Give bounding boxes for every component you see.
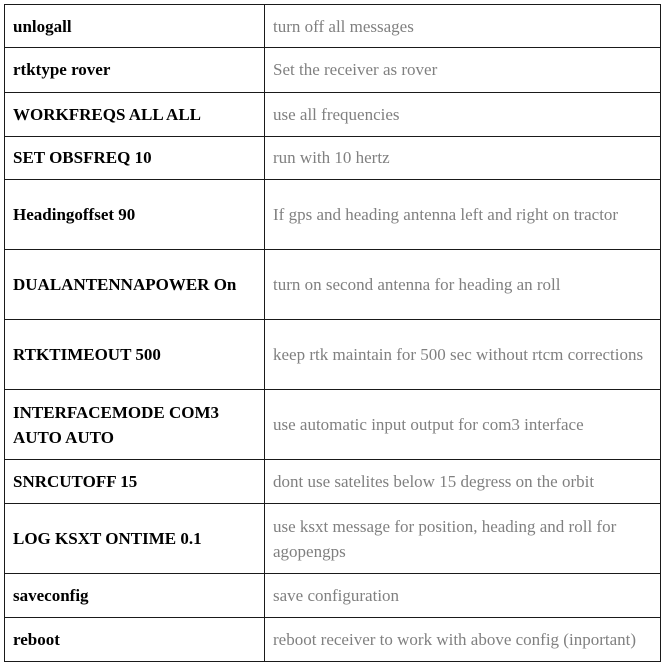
command-table bbox=[4, 4, 661, 662]
command-table-body bbox=[5, 5, 661, 662]
command-cell: WORKFREQS ALL ALL bbox=[5, 92, 265, 136]
description-cell: save configuration bbox=[265, 574, 661, 617]
table-row bbox=[5, 574, 661, 617]
table-row bbox=[5, 460, 661, 504]
description-cell: use automatic input output for com3 interface bbox=[265, 390, 661, 460]
description-cell: If gps and heading antenna left and right on tractor bbox=[265, 180, 661, 250]
table-row bbox=[5, 180, 661, 250]
command-cell: Headingoffset 90 bbox=[5, 180, 265, 250]
description-cell: turn on second antenna for heading an roll bbox=[265, 250, 661, 320]
command-cell: SNRCUTOFF 15 bbox=[5, 460, 265, 504]
table-row bbox=[5, 5, 661, 48]
table-row bbox=[5, 390, 661, 460]
command-cell: saveconfig bbox=[5, 574, 265, 617]
command-cell: SET OBSFREQ 10 bbox=[5, 136, 265, 179]
table-row bbox=[5, 504, 661, 574]
command-cell: INTERFACEMODE COM3 AUTO AUTO bbox=[5, 390, 265, 460]
description-cell: use ksxt message for position, heading and roll for agopengps bbox=[265, 504, 661, 574]
description-cell: reboot receiver to work with above config (inportant) bbox=[265, 617, 661, 661]
description-cell: use all frequencies bbox=[265, 92, 661, 136]
command-cell: LOG KSXT ONTIME 0.1 bbox=[5, 504, 265, 574]
table-row bbox=[5, 250, 661, 320]
command-cell: unlogall bbox=[5, 5, 265, 48]
table-row bbox=[5, 617, 661, 661]
description-cell: Set the receiver as rover bbox=[265, 48, 661, 92]
table-row bbox=[5, 92, 661, 136]
table-row bbox=[5, 320, 661, 390]
description-cell: run with 10 hertz bbox=[265, 136, 661, 179]
command-cell: DUALANTENNAPOWER On bbox=[5, 250, 265, 320]
description-cell: turn off all messages bbox=[265, 5, 661, 48]
command-cell: RTKTIMEOUT 500 bbox=[5, 320, 265, 390]
command-cell: rtktype rover bbox=[5, 48, 265, 92]
table-row bbox=[5, 136, 661, 179]
description-cell: dont use satelites below 15 degress on the orbit bbox=[265, 460, 661, 504]
table-row bbox=[5, 48, 661, 92]
description-cell: keep rtk maintain for 500 sec without rtcm corrections bbox=[265, 320, 661, 390]
command-cell: reboot bbox=[5, 617, 265, 661]
